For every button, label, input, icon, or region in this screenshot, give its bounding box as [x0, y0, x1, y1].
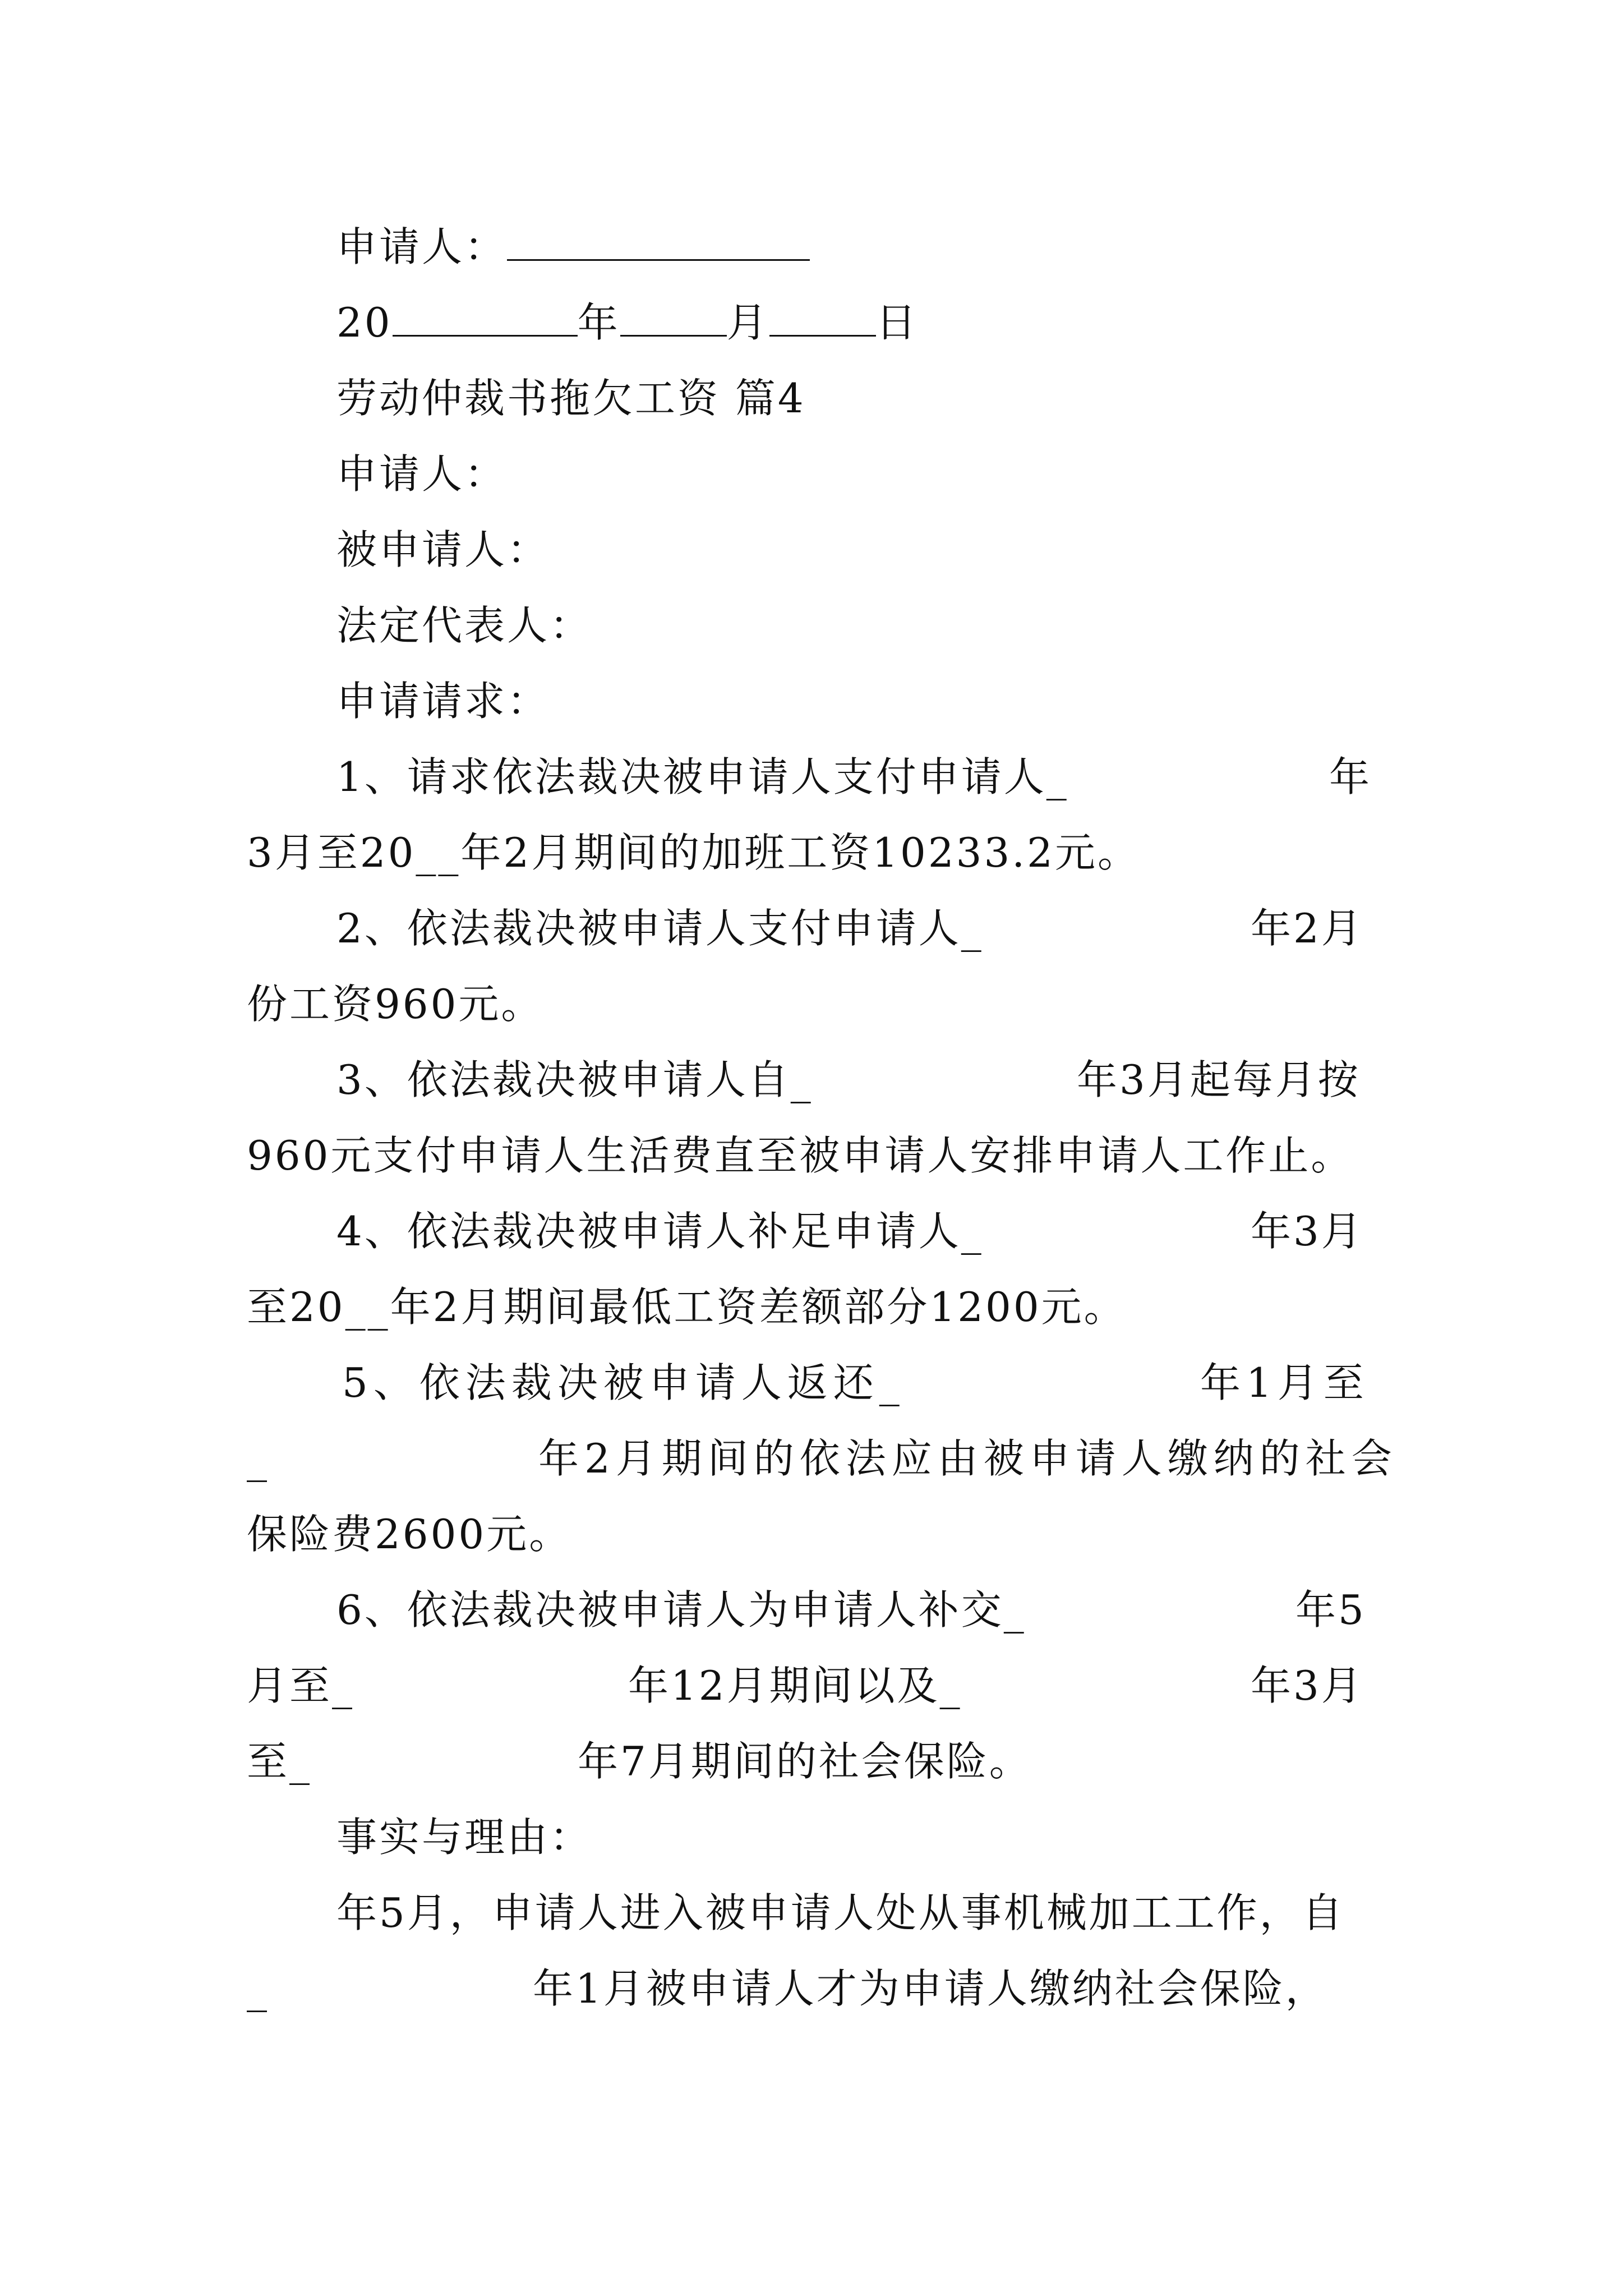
facts-heading: 事实与理由：	[336, 1814, 593, 1861]
document-title: 劳动仲裁书拖欠工资 篇4	[336, 375, 806, 422]
date-day-label: 日	[875, 299, 919, 346]
applicant-blank	[507, 220, 810, 261]
legal-rep-field: 法定代表人：	[336, 602, 593, 649]
request-item-5-line2: 年2月期间的依法应由被申请人缴纳的社会	[538, 1435, 1398, 1482]
request-item-3-line2: 960元支付申请人生活费直至被申请人安排申请人工作止。	[247, 1132, 1354, 1179]
month-blank	[620, 296, 727, 337]
request-item-4-year: 年3月	[1251, 1208, 1364, 1255]
request-item-1-year: 年	[1329, 753, 1372, 800]
request-item-2-line1: 2、依法裁决被申请人支付申请人_	[336, 905, 984, 952]
date-year-label: 年	[577, 299, 620, 346]
respondent-field: 被申请人：	[336, 526, 550, 573]
request-item-3-line1: 3、依法裁决被申请人自_	[336, 1056, 813, 1103]
request-item-6-line2b: 年12月期间以及_	[628, 1662, 962, 1709]
request-item-4-line2: 至20__年2月期间最低工资差额部分1200元。	[247, 1283, 1127, 1331]
request-item-1-line2: 3月至20__年2月期间的加班工资10233.2元。	[247, 829, 1140, 876]
request-item-2-line2: 份工资960元。	[247, 981, 544, 1028]
facts-line2: 年1月被申请人才为申请人缴纳社会保险，	[533, 1965, 1328, 2012]
facts-line2-blank: _	[247, 1965, 269, 2012]
request-item-6-line2c: 年3月	[1251, 1662, 1364, 1709]
year-blank	[393, 296, 578, 337]
request-item-6-line1: 6、依法裁决被申请人为申请人补交_	[336, 1586, 1026, 1634]
day-blank	[769, 296, 876, 337]
date-prefix: 20	[336, 299, 393, 346]
request-item-1-line1: 1、请求依法裁决被申请人支付申请人_	[336, 753, 1069, 800]
request-item-2-year: 年2月	[1251, 905, 1364, 952]
applicant-signature-line	[336, 216, 810, 278]
request-item-6-line3b: 年7月期间的社会保险。	[578, 1738, 1032, 1785]
request-item-5-blank: _	[247, 1435, 269, 1482]
applicant-label: 申请人：	[336, 223, 508, 270]
request-item-4-line1: 4、依法裁决被申请人补足申请人_	[336, 1208, 984, 1255]
request-item-3-year: 年3月起每月按	[1077, 1056, 1361, 1103]
facts-line1: 年5月，申请人进入被申请人处从事机械加工工作，自	[336, 1889, 1345, 1936]
request-item-6-line3a: 至_	[247, 1738, 312, 1785]
request-item-5-line3: 保险费2600元。	[247, 1511, 572, 1558]
request-item-6-year: 年5	[1295, 1586, 1366, 1634]
requests-heading: 申请请求：	[336, 678, 550, 725]
request-item-6-line2a: 月至_	[247, 1662, 355, 1709]
request-item-5-line1: 5、依法裁决被申请人返还_	[342, 1359, 905, 1406]
request-item-5-year: 年1月至	[1200, 1359, 1370, 1406]
date-month-label: 月	[726, 299, 769, 346]
applicant-field: 申请人：	[336, 450, 508, 498]
date-line	[336, 292, 919, 353]
